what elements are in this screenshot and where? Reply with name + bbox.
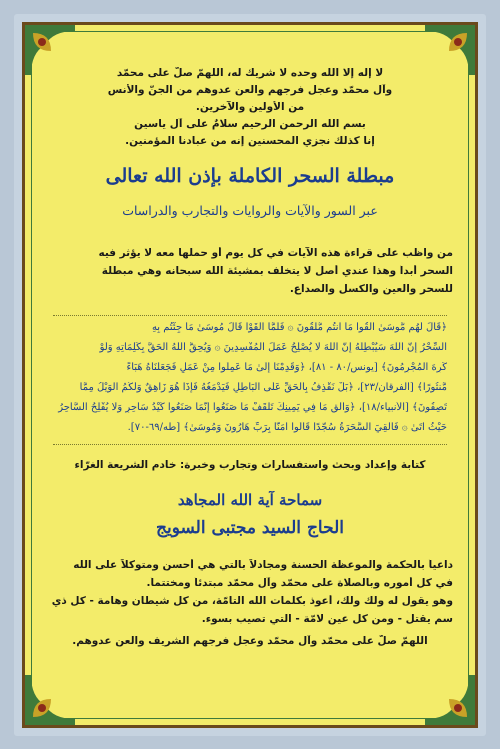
verse-line: مَّنثُورًا﴾ [الفرقان/٢٣]، ﴿بَلْ نَقْذِفُ بِالْحَقِّ عَلَى الْبَاطِلِ فَيَدْمَغُهُ فَإِذَا هُوَ زَاهِقٌ وَلَكُمُ الْوَيْلُ مِمَّا	[79, 382, 447, 393]
intro-line: للسحر والعين والكسل والصداع.	[289, 283, 453, 295]
closing-line: سم يقتل - ومن كل عين لامّة - التي تصيب بسوء.	[201, 613, 453, 625]
author-honorific: سماحة آية الله المجاهد	[177, 491, 323, 509]
verse-line: السِّحْرُ إِنَّ اللَّهَ سَيُبْطِلُهُ إِنَّ اللَّهَ لَا يُصْلِحُ عَمَلَ الْمُفْسِدِينَ ۞ وَيُحِقُّ اللَّهُ الْحَقَّ بِكَلِمَاتِهِ وَلَوْ	[99, 342, 447, 353]
book-title: مبطلة السحر الكاملة بإذن الله تعالى	[105, 165, 395, 187]
header-line: لا إله إلا الله وحده لا شريك له، اللهمّ صلّ على محمّد	[116, 67, 384, 79]
header-line: إنا كذلك نجزي المحسنين إنه من عبادنا المؤمنين.	[125, 135, 375, 147]
header-line: بسم الله الرحمن الرحيم سلامٌ على آل ياسين	[134, 118, 366, 130]
closing-line: في كل أموره وبالصلاة على محمّد وآل محمّد مبتدئاً ومختتماً.	[146, 577, 453, 589]
cover-content	[47, 25, 453, 725]
closing-line: داعياً بالحكمة والموعظة الحسنة ومجادلاً بالتي هي أحسن ومتوكلاً على الله	[73, 559, 453, 571]
header-line: وآل محمّد وعجل فرجهم والعن عدوهم من الجنّ والأنس	[107, 84, 393, 96]
intro-line: من واظب على قراءة هذه الآيات في كل يوم أو حملها معه لا يؤثر فيه	[98, 247, 453, 259]
closing-prayer: اللهمّ صلّ على محمّد وآل محمّد وعجل فرجهم الشريف والعن عدوهم.	[72, 635, 428, 647]
verse-line: كَرِهَ الْمُجْرِمُونَ﴾ [يونس/٨٠ - ٨١]، ﴿وَقَدِمْنَا إِلَىٰ مَا عَمِلُوا مِنْ عَمَلٍ فَجَعَلْنَاهُ هَبَاءً	[126, 362, 447, 373]
verses-block	[53, 315, 447, 445]
verse-line: حَيْثُ أَتَىٰ ۞ فَأُلْقِيَ السَّحَرَةُ سُجَّدًا قَالُوا آمَنَّا بِرَبِّ هَارُونَ وَمُوسَىٰ﴾ [طه/٦٩-٧٠].	[127, 422, 447, 433]
book-subtitle: عبر السور والآيات والروايات والتجارب والدراسات	[122, 203, 378, 218]
verse-line: تَصِفُونَ﴾ [الأنبياء/١٨]، ﴿وَأَلْقِ مَا فِي يَمِينِكَ تَلْقَفْ مَا صَنَعُوا إِنَّمَا صَنَعُوا كَيْدُ سَاحِرٍ وَلَا يُفْلِحُ السَّاحِرُ	[58, 402, 447, 413]
cover-frame	[22, 22, 478, 728]
closing-line: وهو يقول له ولك ولك، أعوذ بكلمات الله التامّة، من كل شيطان وهامة - كل ذي	[51, 595, 453, 607]
author-name: الحاج السيد مجتبى السويج	[156, 518, 344, 538]
intro-line: السحر أبداً وهذا عندي أصل لا يتخلف بمشيئة الله سبحانه وهي مبطلة	[101, 265, 453, 277]
header-line: من الأولين والآخرين.	[195, 101, 305, 113]
verse-line: ﴿قَالَ لَهُم مُّوسَىٰ أَلْقُوا مَا أَنتُم مُّلْقُونَ ۞ فَلَمَّا أَلْقَوْا قَالَ مُوسَىٰ مَا جِئْتُم بِهِ	[151, 322, 447, 333]
credits-line: كتابة وإعداد وبحث واستفسارات وتجارب وخبرة: خادم الشريعة الغرّاء	[74, 459, 426, 471]
